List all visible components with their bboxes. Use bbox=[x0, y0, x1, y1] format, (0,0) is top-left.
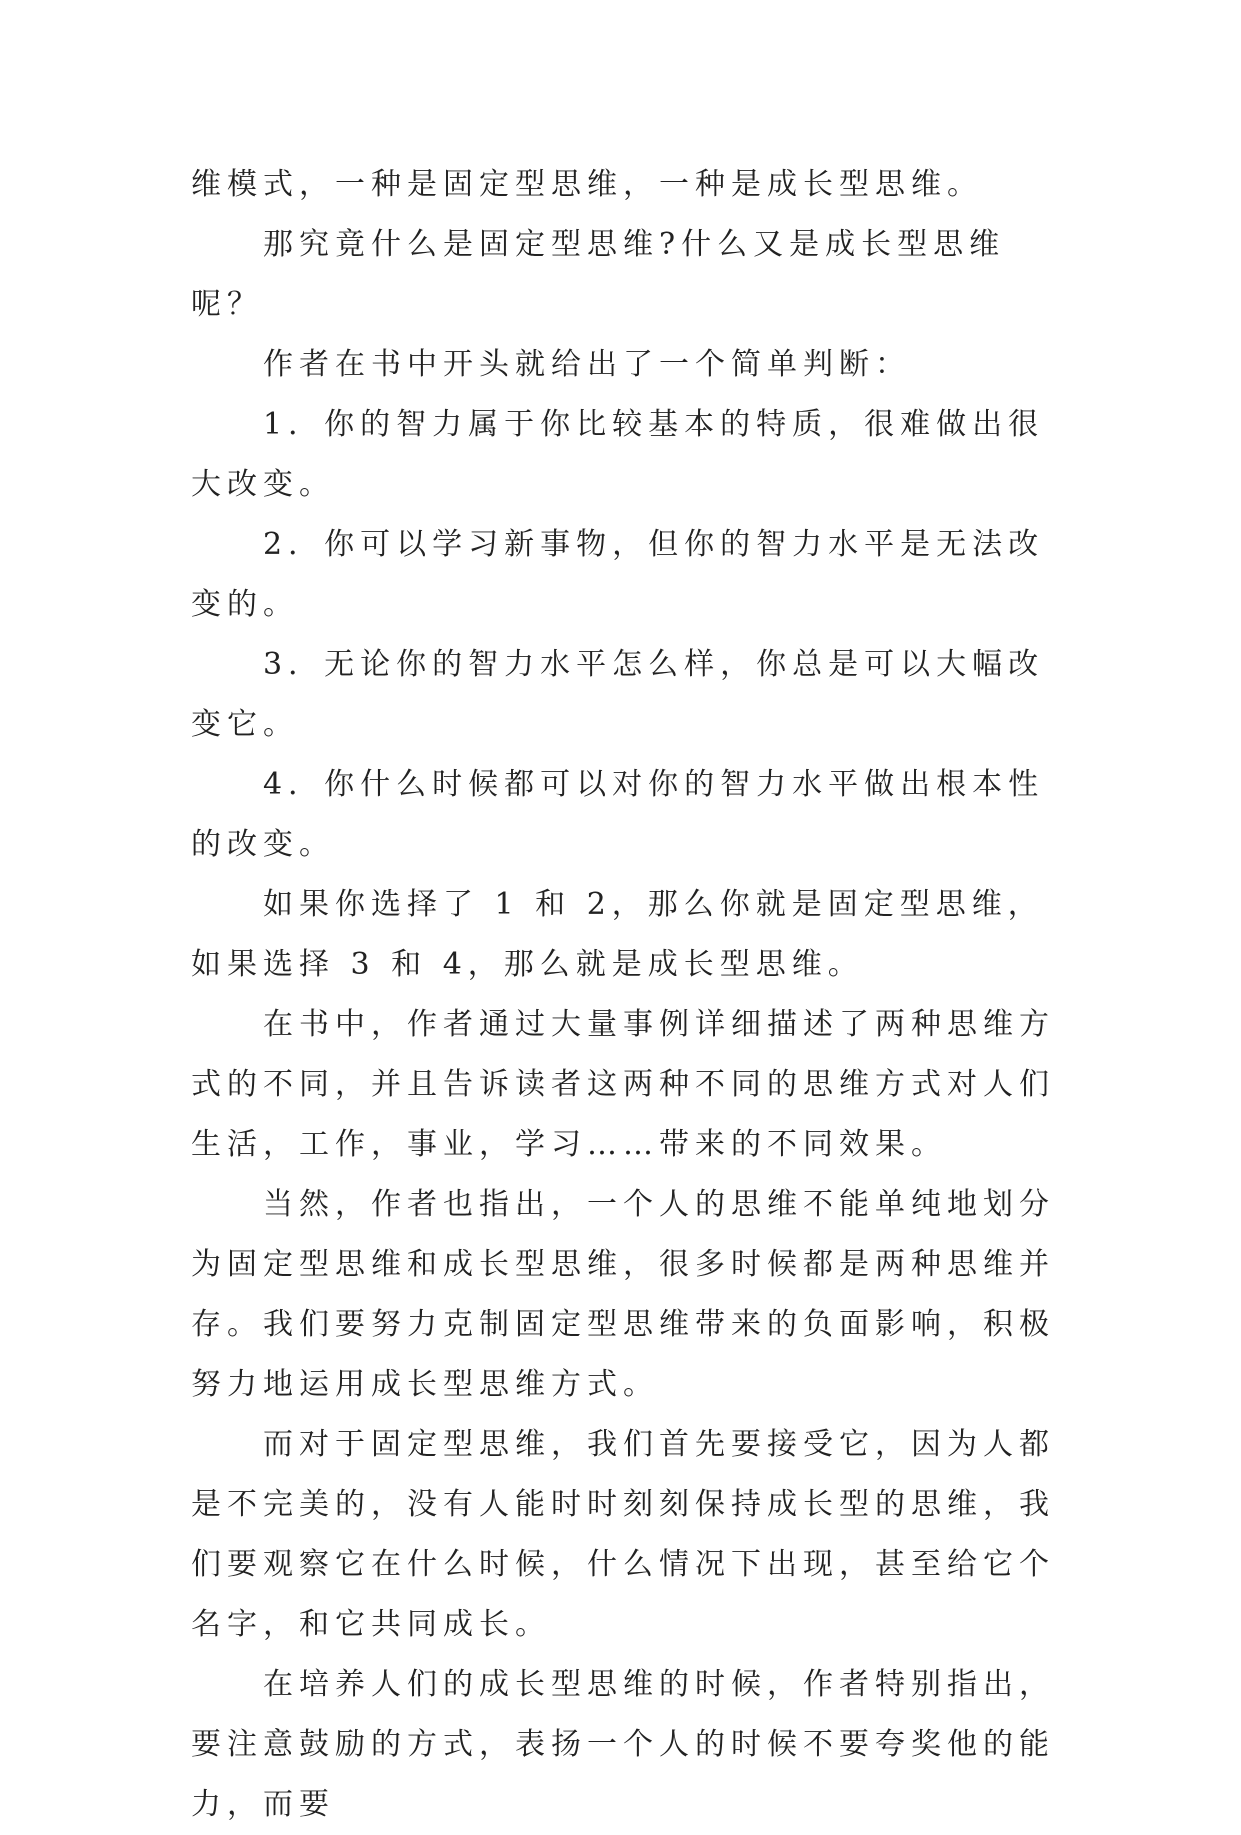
paragraph: 在书中，作者通过大量事例详细描述了两种思维方式的不同，并且告诉读者这两种不同的思维方式对人们生活，工作，事业，学习……带来的不同效果。 bbox=[191, 1007, 1055, 1162]
paragraph: 在培养人们的成长型思维的时候，作者特别指出，要注意鼓励的方式，表扬一个人的时候不要夸奖他的能力，而要 bbox=[191, 1667, 1055, 1822]
paragraph: 维模式，一种是固定型思维，一种是成长型思维。 bbox=[191, 167, 983, 202]
list-item: 4．你什么时候都可以对你的智力水平做出根本性的改变。 bbox=[191, 767, 1045, 862]
list-item: 1．你的智力属于你比较基本的特质，很难做出很大改变。 bbox=[191, 407, 1045, 502]
list-item: 3．无论你的智力水平怎么样，你总是可以大幅改变它。 bbox=[191, 647, 1045, 742]
paragraph: 那究竟什么是固定型思维?什么又是成长型思维呢？ bbox=[191, 227, 1006, 322]
body-text bbox=[191, 155, 1066, 1835]
paragraph: 当然，作者也指出，一个人的思维不能单纯地划分为固定型思维和成长型思维，很多时候都是两种思维并存。我们要努力克制固定型思维带来的负面影响，积极努力地运用成长型思维方式。 bbox=[191, 1187, 1055, 1402]
paragraph: 如果你选择了 1 和 2，那么你就是固定型思维，如果选择 3 和 4，那么就是成长型思维。 bbox=[191, 887, 1044, 982]
paragraph: 而对于固定型思维，我们首先要接受它，因为人都是不完美的，没有人能时时刻刻保持成长型的思维，我们要观察它在什么时候，什么情况下出现，甚至给它个名字，和它共同成长。 bbox=[191, 1427, 1055, 1642]
paragraph: 作者在书中开头就给出了一个简单判断： bbox=[263, 347, 911, 382]
list-item: 2．你可以学习新事物，但你的智力水平是无法改变的。 bbox=[191, 527, 1045, 622]
